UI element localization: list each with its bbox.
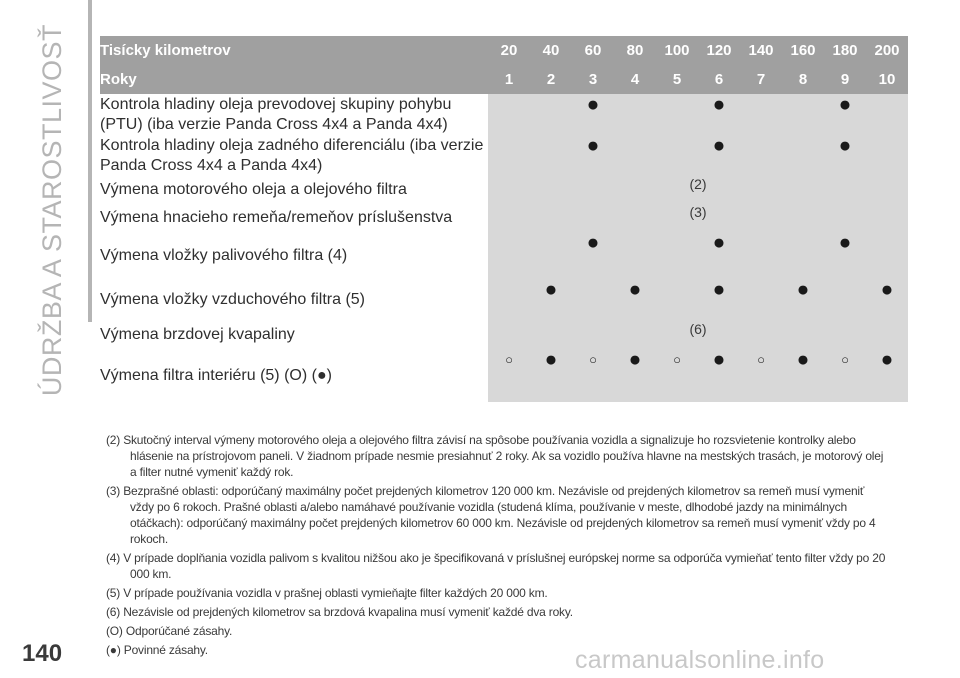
empty-cell [656, 232, 698, 279]
row-label: Výmena filtra interiéru (5) (O) (●) [100, 366, 332, 384]
empty-cell [782, 135, 824, 176]
mandatory-dot-cell: ● [824, 94, 866, 135]
mandatory-dot-cell: ● [698, 349, 740, 402]
row-label: Výmena hnacieho remeňa/remeňov príslušenstva [100, 209, 453, 226]
mandatory-dot-cell: ● [698, 94, 740, 135]
mandatory-dot-cell: ● [782, 349, 824, 402]
empty-cell [656, 135, 698, 176]
watermark-text: carmanualsonline.info [575, 646, 825, 674]
empty-cell [782, 232, 824, 279]
mandatory-dot-cell: ● [698, 279, 740, 321]
mandatory-dot-cell: ● [824, 232, 866, 279]
mandatory-dot-cell: ● [782, 279, 824, 321]
empty-cell [530, 135, 572, 176]
mandatory-dot-cell: ● [614, 349, 656, 402]
mandatory-dot-cell: ● [866, 349, 908, 402]
header-years-value: 8 [782, 65, 824, 94]
mandatory-dot-cell: ● [572, 135, 614, 176]
chapter-title-text: ÚDRŽBA A STAROSTLIVOSŤ [36, 24, 67, 397]
footnote: (3) Bezprašné oblasti: odporúčaný maximálny počet prejdených kilometrov 120 000 km. Nezávisle od prejdených kilometrov sa remeň musí vymeniť vždy po 6 rokoch. Prašné oblasti a/alebo namáhavé používanie vozidla (studená klíma, používanie v meste, dlhodobé jazdy na minimálnych otáčkach): odporúčaný maximálny počet prejdených kilometrov 60 000 km. Nezávisle od prejdených kilometrov sa remeň musí vymeniť vždy po 4 rokoch. [106, 484, 876, 546]
header-kilometers-label: Tisícky kilometrov [100, 36, 488, 65]
empty-cell [530, 232, 572, 279]
header-kilometers-value: 140 [740, 36, 782, 65]
header-kilometers-value: 160 [782, 36, 824, 65]
footnote: (4) V prípade doplňania vozidla palivom s kvalitou nižšou ako je špecifikovaná v príslušnej európskej norme sa odporúča vymieňať tento filter vždy po 20 000 km. [106, 551, 886, 581]
footnote: (5) V prípade používania vozidla v prašnej oblasti vymieňajte filter každých 20 000 km. [106, 586, 548, 600]
empty-cell [488, 232, 530, 279]
row-label: Výmena brzdovej kvapaliny [100, 326, 295, 343]
header-years-value: 10 [866, 65, 908, 94]
header-years-value: 2 [530, 65, 572, 94]
footnote: (O) Odporúčané zásahy. [106, 624, 233, 638]
header-years-label: Roky [100, 65, 488, 94]
table-row [100, 321, 908, 349]
table-row [100, 204, 908, 232]
empty-cell [488, 135, 530, 176]
table-row [100, 176, 908, 204]
row-label: Výmena vložky vzduchového filtra (5) [100, 291, 365, 308]
recommended-circle-cell: ○ [824, 349, 866, 402]
empty-cell [656, 279, 698, 321]
header-years-value: 7 [740, 65, 782, 94]
table-row [100, 279, 908, 321]
empty-cell [740, 94, 782, 135]
empty-cell [488, 279, 530, 321]
recommended-circle-cell: ○ [656, 349, 698, 402]
page-number: 140 [22, 640, 63, 667]
mandatory-dot-cell: ● [572, 94, 614, 135]
header-years [100, 65, 908, 94]
header-kilometers-value: 20 [488, 36, 530, 65]
mandatory-dot-cell: ● [698, 135, 740, 176]
chapter-side-title [22, 24, 82, 397]
interval-note-cell: (6) [488, 321, 908, 349]
table-row [100, 135, 908, 176]
mandatory-dot-cell: ● [530, 279, 572, 321]
maintenance-table [100, 36, 908, 402]
table-row [100, 232, 908, 279]
empty-cell [572, 279, 614, 321]
header-kilometers-value: 120 [698, 36, 740, 65]
empty-cell [614, 135, 656, 176]
header-years-value: 9 [824, 65, 866, 94]
header-kilometers [100, 36, 908, 65]
row-label: Výmena motorového oleja a olejového filtra [100, 181, 407, 198]
header-kilometers-value: 200 [866, 36, 908, 65]
interval-note-cell: (3) [488, 204, 908, 232]
empty-cell [782, 94, 824, 135]
table-row [100, 94, 908, 135]
empty-cell [488, 94, 530, 135]
empty-cell [530, 94, 572, 135]
side-rule [88, 0, 92, 322]
empty-cell [866, 232, 908, 279]
header-kilometers-value: 60 [572, 36, 614, 65]
mandatory-dot-cell: ● [866, 279, 908, 321]
table-row [100, 349, 908, 402]
empty-cell [656, 94, 698, 135]
empty-cell [740, 135, 782, 176]
empty-cell [740, 232, 782, 279]
footnote: (2) Skutočný interval výmeny motorového oleja a olejového filtra závisí na spôsobe používania vozidla a signalizuje ho rozsvietenie kontrolky alebo hlásenie na prístrojovom paneli. V žiadnom prípade nesmie presiahnuť 2 roky. Ak sa vozidlo používa hlavne na mestských trasách, je motorový olej a filter nutné vymeniť každý rok. [106, 433, 884, 479]
empty-cell [866, 135, 908, 176]
header-years-value: 5 [656, 65, 698, 94]
mandatory-dot-cell: ● [698, 232, 740, 279]
mandatory-dot-cell: ● [572, 232, 614, 279]
footnote: (●) Povinné zásahy. [106, 643, 208, 657]
header-kilometers-value: 100 [656, 36, 698, 65]
row-label: Kontrola hladiny oleja zadného diferenciálu (iba verzie Panda Cross 4x4 a Panda 4x4) [100, 136, 484, 174]
header-kilometers-value: 40 [530, 36, 572, 65]
header-years-value: 3 [572, 65, 614, 94]
header-kilometers-value: 180 [824, 36, 866, 65]
header-years-value: 4 [614, 65, 656, 94]
mandatory-dot-cell: ● [824, 135, 866, 176]
empty-cell [740, 279, 782, 321]
footnotes [106, 432, 886, 661]
recommended-circle-cell: ○ [488, 349, 530, 402]
empty-cell [866, 94, 908, 135]
header-kilometers-value: 80 [614, 36, 656, 65]
empty-cell [614, 94, 656, 135]
interval-note-cell: (2) [488, 176, 908, 204]
recommended-circle-cell: ○ [740, 349, 782, 402]
row-label: Kontrola hladiny oleja prevodovej skupiny pohybu (PTU) (iba verzie Panda Cross 4x4 a Panda 4x4) [100, 95, 452, 133]
row-label: Výmena vložky palivového filtra (4) [100, 246, 348, 264]
header-years-value: 6 [698, 65, 740, 94]
header-years-value: 1 [488, 65, 530, 94]
footnote: (6) Nezávisle od prejdených kilometrov sa brzdová kvapalina musí vymeniť každé dva roky. [106, 605, 573, 619]
empty-cell [614, 232, 656, 279]
mandatory-dot-cell: ● [530, 349, 572, 402]
recommended-circle-cell: ○ [572, 349, 614, 402]
empty-cell [824, 279, 866, 321]
mandatory-dot-cell: ● [614, 279, 656, 321]
